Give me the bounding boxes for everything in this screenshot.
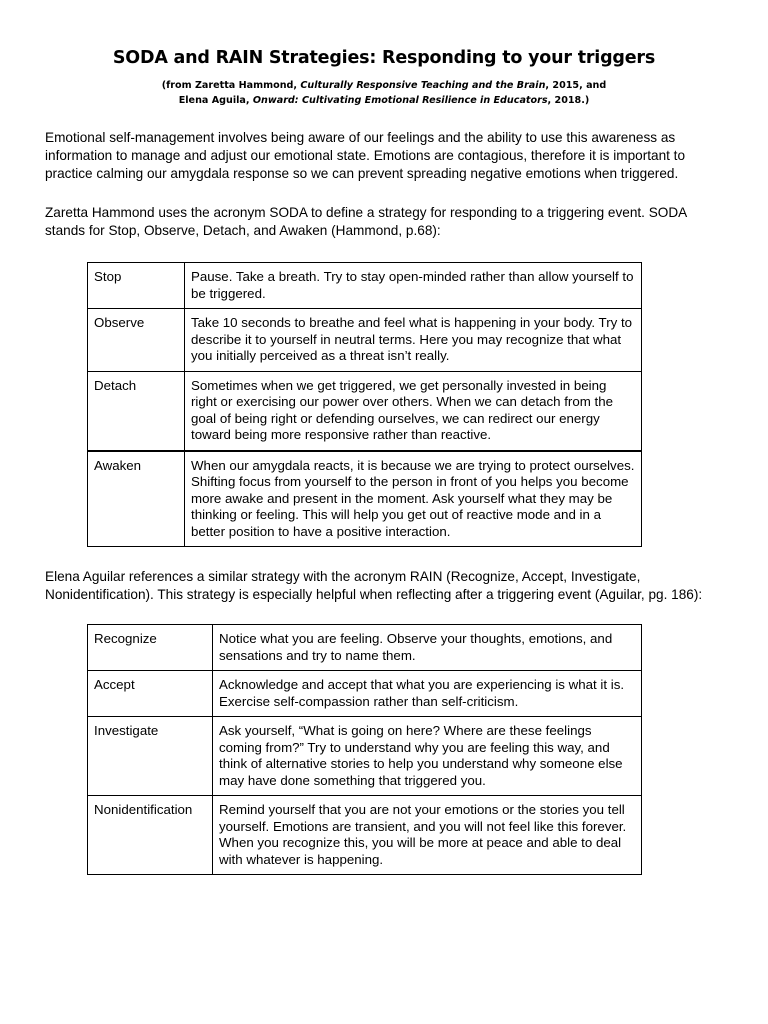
- rain-table: [87, 624, 642, 875]
- soda-term: Awaken: [88, 451, 185, 547]
- soda-description: Pause. Take a breath. Try to stay open-minded rather than allow yourself to be triggered.: [185, 263, 642, 309]
- table-row: [88, 309, 642, 372]
- citation-line-1: [0, 80, 768, 91]
- table-row: [88, 371, 642, 451]
- rain-description: Notice what you are feeling. Observe your thoughts, emotions, and sensations and try to name them.: [213, 625, 642, 671]
- soda-description: Sometimes when we get triggered, we get personally invested in being right or exercising our power over others. When we can detach from the goal of being right or defending ourselves, we can redirect our energy toward being more responsive rather than reactive.: [185, 371, 642, 451]
- rain-term: Recognize: [88, 625, 213, 671]
- page-title: SODA and RAIN Strategies: Responding to your triggers: [112, 48, 656, 68]
- soda-description: Take 10 seconds to breathe and feel what is happening in your body. Try to describe it to yourself in neutral terms. Here you may recognize that what you initially perceived as a threat isn’t really.: [185, 309, 642, 372]
- table-row: [88, 671, 642, 717]
- table-row: [88, 263, 642, 309]
- intro-paragraph: Emotional self-management involves being aware of our feelings and the ability to use this awareness as information to manage and adjust our emotional state. Emotions are contagious, therefore it is important to practice calming our amygdala response so we can prevent spreading negative emotions when triggered.: [45, 130, 686, 181]
- soda-term: Detach: [88, 371, 185, 451]
- rain-term: Investigate: [88, 717, 213, 796]
- citation-line-2: [0, 95, 768, 106]
- rain-intro-paragraph: Elena Aguilar references a similar strategy with the acronym RAIN (Recognize, Accept, Investigate, Nonidentification). This strategy is especially helpful when reflecting after a triggering event (Aguilar, pg. 186):: [45, 569, 703, 602]
- rain-description: Ask yourself, “What is going on here? Where are these feelings coming from?” Try to understand why you are feeling this way, and think of alternative stories to help you understand why someone else may have done something that triggered you.: [213, 717, 642, 796]
- citation-book-2: Onward: Cultivating Emotional Resilience in Educators: [252, 95, 548, 106]
- citation-author-2: Elena Aguila,: [178, 95, 253, 106]
- rain-description: Remind yourself that you are not your emotions or the stories you tell yourself. Emotions are transient, and you will not feel like this forever. When you recognize this, you will be more at peace and able to deal with whatever is happening.: [213, 796, 642, 875]
- rain-term: Nonidentification: [88, 796, 213, 875]
- citation-year-1: , 2015, and: [545, 80, 607, 91]
- citation-year-2: , 2018.): [547, 95, 590, 106]
- table-row: [88, 625, 642, 671]
- table-row: [88, 451, 642, 547]
- rain-term: Accept: [88, 671, 213, 717]
- rain-description: Acknowledge and accept that what you are experiencing is what it is. Exercise self-compassion rather than self-criticism.: [213, 671, 642, 717]
- soda-description: When our amygdala reacts, it is because we are trying to protect ourselves. Shifting focus from yourself to the person in front of you helps you become more awake and present in the moment. Ask yourself what they may be thinking or feeling. This will help you get out of reactive mode and in a better position to have a positive interaction.: [185, 451, 642, 547]
- table-row: [88, 717, 642, 796]
- citation-book-1: Culturally Responsive Teaching and the Brain: [300, 80, 546, 91]
- soda-table: [87, 262, 642, 547]
- table-row: [88, 796, 642, 875]
- soda-intro-paragraph: Zaretta Hammond uses the acronym SODA to define a strategy for responding to a triggering event. SODA stands for Stop, Observe, Detach, and Awaken (Hammond, p.68):: [45, 205, 687, 238]
- citation-author-1: (from Zaretta Hammond,: [161, 80, 301, 91]
- soda-term: Stop: [88, 263, 185, 309]
- soda-term: Observe: [88, 309, 185, 372]
